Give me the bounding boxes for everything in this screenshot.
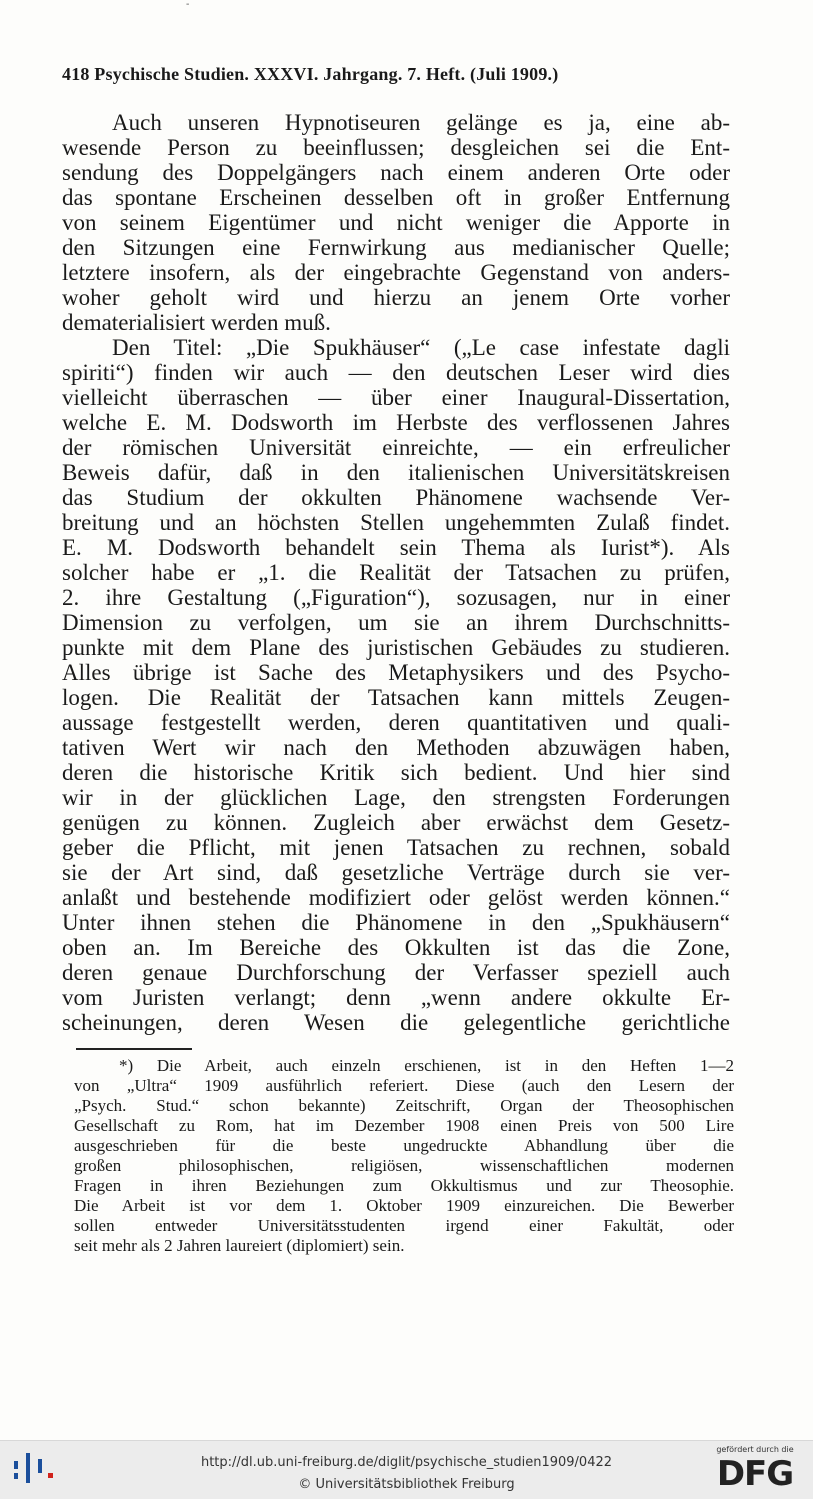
text-line: genügen zu können. Zugleich aber erwächst dem Gesetz-: [62, 810, 730, 835]
copyright-text: © Universitätsbibliothek Freiburg: [298, 1477, 515, 1492]
scan-mark: -: [186, 0, 190, 10]
footnote-line: „Psych. Stud.“ schon bekannte) Zeitschrift, Organ der Theosophischen: [74, 1096, 734, 1115]
viewer-footer: [0, 1440, 813, 1499]
text-line: Alles übrige ist Sache des Metaphysikers und des Psycho-: [62, 660, 730, 685]
footnote-line: ausgeschrieben für die beste ungedruckte Abhandlung über die: [74, 1136, 734, 1155]
text-line: dematerialisiert werden muß.: [62, 310, 331, 335]
text-line: geber die Pflicht, mit jenen Tatsachen zu rechnen, sobald: [62, 835, 730, 860]
text-line: sie der Art sind, daß gesetzliche Verträge durch sie ver-: [62, 860, 730, 885]
text-line: aussage festgestellt werden, deren quantitativen und quali-: [62, 710, 730, 735]
text-line: breitung und an höchsten Stellen ungehemmten Zulaß findet.: [62, 510, 730, 535]
footnote: [74, 1056, 734, 1256]
text-line: Unter ihnen stehen die Phänomene in den „Spukhäusern“: [62, 910, 730, 935]
text-line: sendung des Doppelgängers nach einem anderen Orte oder: [62, 160, 730, 185]
text-line: wesende Person zu beeinflussen; desgleichen sei die Ent-: [62, 135, 730, 160]
text-line: tativen Wert wir nach den Methoden abzuwägen haben,: [62, 735, 730, 760]
text-line: wir in der glücklichen Lage, den strengsten Forderungen: [62, 785, 730, 810]
text-line: vielleicht überraschen — über einer Inaugural-Dissertation,: [62, 385, 730, 410]
footnote-line: Gesellschaft zu Rom, hat im Dezember 1908 einen Preis von 500 Lire: [74, 1116, 734, 1135]
text-line: 2. ihre Gestaltung („Figuration“), sozusagen, nur in einer: [62, 585, 730, 610]
text-line: deren die historische Kritik sich bedient. Und hier sind: [62, 760, 730, 785]
text-line: Den Titel: „Die Spukhäuser“ („Le case infestate dagli: [112, 335, 730, 360]
text-line: spiriti“) finden wir auch — den deutschen Leser wird dies: [62, 360, 730, 385]
text-line: welche E. M. Dodsworth im Herbste des verflossenen Jahres: [62, 410, 730, 435]
text-line: solcher habe er „1. die Realität der Tatsachen zu prüfen,: [62, 560, 730, 585]
footnote-line: Fragen in ihren Beziehungen zum Okkultismus und zur Theosophie.: [74, 1176, 734, 1195]
dfg-logo[interactable]: [709, 1445, 801, 1497]
text-line: Auch unseren Hypnotiseuren gelänge es ja, eine ab-: [112, 110, 730, 135]
text-line: E. M. Dodsworth behandelt sein Thema als Iurist*). Als: [62, 535, 730, 560]
text-line: punkte mit dem Plane des juristischen Gebäudes zu studieren.: [62, 635, 730, 660]
dfg-caption: gefördert durch die: [716, 1445, 794, 1454]
text-line: oben an. Im Bereiche des Okkulten ist das die Zone,: [62, 935, 730, 960]
text-line: logen. Die Realität der Tatsachen kann mittels Zeugen-: [62, 685, 730, 710]
footnote-line: *) Die Arbeit, auch einzeln erschienen, ist in den Heften 1—2: [119, 1056, 734, 1075]
text-line: das spontane Erscheinen desselben oft in großer Entfernung: [62, 185, 730, 210]
footnote-line: Die Arbeit ist vor dem 1. Oktober 1909 einzureichen. Die Bewerber: [74, 1196, 734, 1215]
text-line: den Sitzungen eine Fernwirkung aus medianischer Quelle;: [62, 235, 730, 260]
text-line: scheinungen, deren Wesen die gelegentliche gerichtliche: [62, 1010, 730, 1035]
footnote-line: von „Ultra“ 1909 ausführlich referiert. Diese (auch den Lesern der: [74, 1076, 734, 1095]
footnote-line: großen philosophischen, religiösen, wissenschaftlichen modernen: [74, 1156, 734, 1175]
dfg-logo-text: DFG: [716, 1454, 794, 1494]
text-line: von seinem Eigentümer und nicht weniger die Apporte in: [62, 210, 730, 235]
text-line: anlaßt und bestehende modifiziert oder gelöst werden können.“: [62, 885, 730, 910]
body-text: [62, 110, 730, 1035]
footnote-line: seit mehr als 2 Jahren laureiert (diplomiert) sein.: [74, 1236, 405, 1255]
text-line: Beweis dafür, daß in den italienischen Universitätskreisen: [62, 460, 730, 485]
text-line: letztere insofern, als der eingebrachte Gegenstand von anders-: [62, 260, 730, 285]
text-line: Dimension zu verfolgen, um sie an ihrem Durchschnitts-: [62, 610, 730, 635]
page-url-link[interactable]: http://dl.ub.uni-freiburg.de/diglit/psychische_studien1909/0422: [200, 1455, 613, 1470]
text-line: vom Juristen verlangt; denn „wenn andere okkulte Er-: [62, 985, 730, 1010]
running-head: 418 Psychische Studien. XXXVI. Jahrgang. 7. Heft. (Juli 1909.): [62, 64, 559, 84]
text-line: das Studium der okkulten Phänomene wachsende Ver-: [62, 485, 730, 510]
text-line: deren genaue Durchforschung der Verfasser speziell auch: [62, 960, 730, 985]
text-line: woher geholt wird und hierzu an jenem Orte vorher: [62, 285, 730, 310]
text-line: der römischen Universität einreichte, — ein erfreulicher: [62, 435, 730, 460]
footnote-rule: [76, 1048, 192, 1050]
footnote-line: sollen entweder Universitätsstudenten irgend einer Fakultät, oder: [74, 1216, 734, 1235]
